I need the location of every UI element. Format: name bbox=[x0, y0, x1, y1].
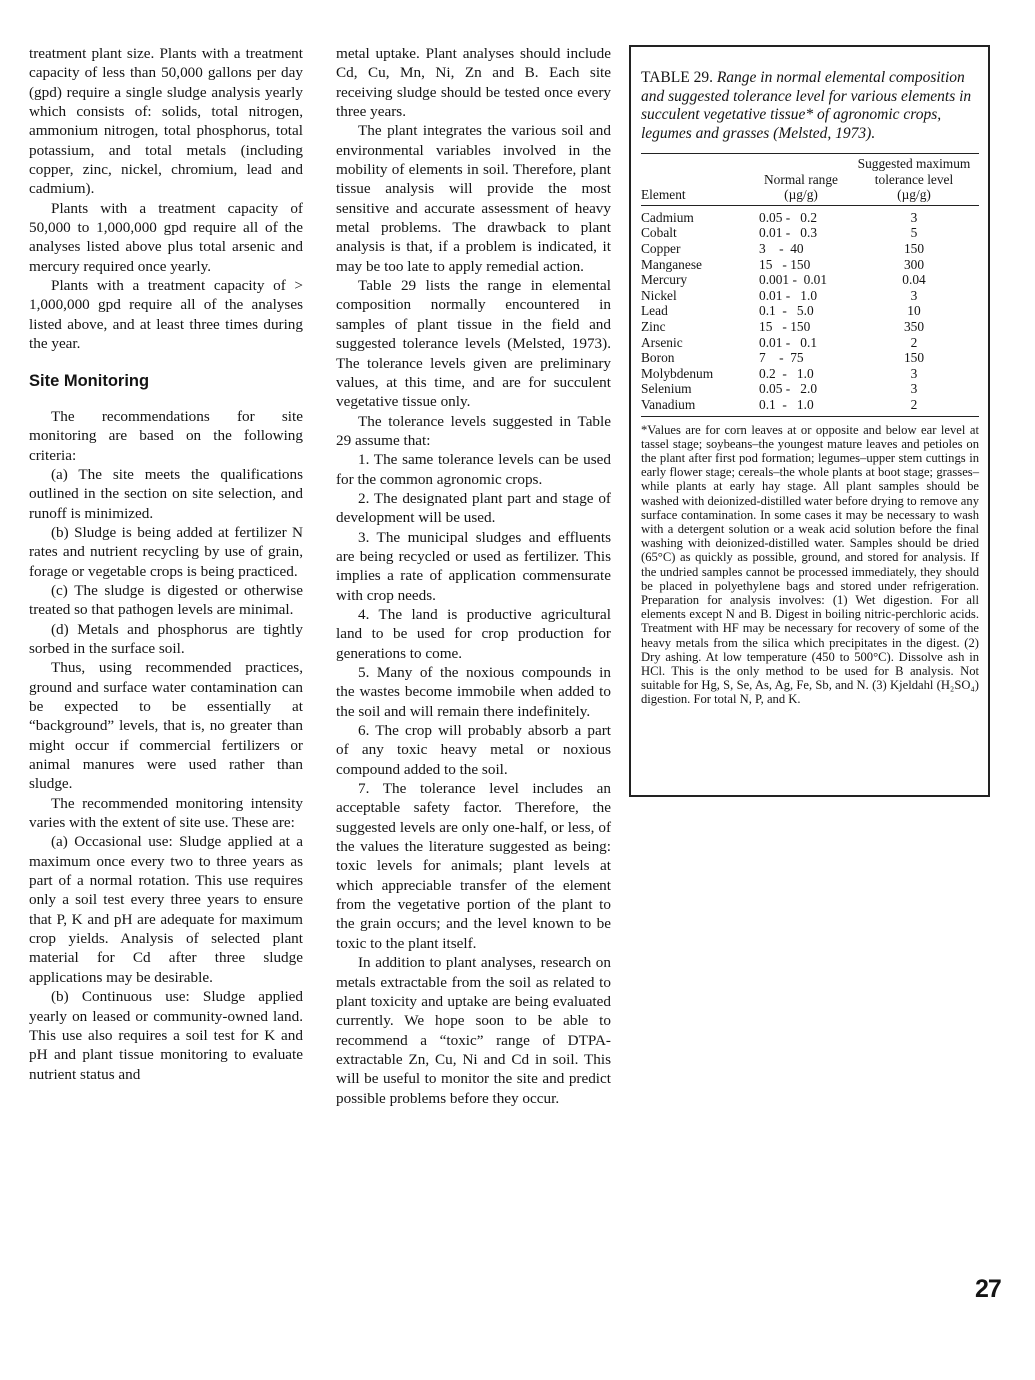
cell-element: Zinc bbox=[641, 318, 666, 334]
cell-tolerance: 3 bbox=[910, 381, 918, 397]
table-description: Range in normal elemental composition and suggested tolerance level for various elements in succulent vegetative tissue* of agronomic crops, legumes and grasses (Melsted, 1973). bbox=[641, 69, 972, 142]
paragraph: treatment plant size. Plants with a treatment capacity of less than 50,000 gallons per day (gpd) require a single sludge analysis yearly which consists of: solids, total nitrogen, ammonium nitrogen, total phosphorus, total potassium, and total metals (including copper, zinc, nickel, chromium, lead and cadmium). bbox=[29, 45, 303, 198]
cell-tolerance: 3 bbox=[910, 287, 918, 303]
cell-tolerance: 3 bbox=[849, 205, 979, 225]
cell-element: Nickel bbox=[641, 287, 677, 303]
cell-normal-range: 3 - 40 bbox=[759, 240, 804, 256]
section-heading: Site Monitoring bbox=[29, 371, 150, 390]
cell-tolerance: 10 bbox=[907, 303, 921, 319]
cell-element: Cadmium bbox=[641, 205, 753, 225]
cell-element: Cobalt bbox=[641, 225, 677, 241]
paragraph: (a) Occasional use: Sludge applied at a maximum once every two to three years as part of a normal rotation. This use requires only a soil test every three years to ensure that P, K and pH are adequate for maximum crop yields. Analysis of selected plant material for Cd after three sludge applications may be desirable. bbox=[29, 833, 303, 986]
cell-normal-range: 15 - 150 bbox=[759, 318, 811, 334]
table-row bbox=[641, 257, 979, 273]
cell-normal-range: 0.001 - 0.01 bbox=[759, 272, 828, 288]
paragraph: The recommended monitoring intensity varies with the extent of site use. These are: bbox=[29, 794, 303, 832]
paragraph: metal uptake. Plant analyses should include Cd, Cu, Mn, Ni, Zn and B. Each site receiving sludge should be tested once every three years. bbox=[336, 45, 611, 121]
list-item: 2. The designated plant part and stage of development will be used. bbox=[336, 489, 611, 527]
header-normal-range-line1: Normal range bbox=[764, 171, 838, 187]
list-item: 5. Many of the noxious compounds in the wastes become immobile when added to the soil and will remain there indefinitely. bbox=[336, 664, 611, 720]
header-tolerance-unit: (µg/g) bbox=[897, 187, 931, 203]
table-row bbox=[641, 350, 979, 366]
cell-element: Vanadium bbox=[641, 397, 753, 416]
cell-element: Selenium bbox=[641, 381, 692, 397]
cell-element: Lead bbox=[641, 303, 668, 319]
cell-element: Mercury bbox=[641, 272, 688, 288]
page-number: 27 bbox=[975, 1275, 1001, 1303]
list-item: 4. The land is productive agricultural land to be used for crop production for generations to come. bbox=[336, 605, 611, 662]
table-footnote: *Values are for corn leaves at or opposite and below ear level at tassel stage; soybeans–the youngest mature leaves and petioles on the plant after first pod formation; legumes–upper stem cuttings in early flower stage; cereals–the whole plants at boot stage; grasses–while plants at early hay stage. All plant samples should be washed with deionized-distilled water before drying to remove any surface contamination. In some cases it may be necessary to wash with a detergent solution or a weak acid solution before the final washing with deionized-distilled water. Samples should be dried (65°C) as quickly as possible, ground, and stored for analysis. If the undried samples cannot be processed immediately, they should be placed in polyethylene bags and stored under refrigeration. Preparation for analysis involves: (1) Wet digestion. For all elements except N and B. Digest in boiling nitric-perchloric acids. Treatment with HF may be necessary for recovery of some of the heavy metals from the silica which precipitates in the digest. (2) Dry ashing. At low temperature (450 to 500°C). Dissolve ash in HCl. This is the only method to be used for B analysis. Not suitable for Hg, S, Se, As, Ag, Fe, Sb, and N. (3) Kjeldahl (H₂SO₄) digestion. For total N, P, and K. bbox=[641, 422, 979, 707]
paragraph: The plant integrates the various soil and environmental variables involved in the mobility of elements in soil. Therefore, plant tissue analysis will provide the most sensitive and accurate assessment of heavy metal problems. The drawback to plant analysis is that, if a problem is indicated, it may be too late to apply remedial action. bbox=[336, 122, 611, 275]
paragraph: Thus, using recommended practices, ground and surface water contamination can be expected to be essentially at “background” levels, that is, no greater than might occur if commercial fertilizers or animal manures were used rather than sludge. bbox=[29, 659, 303, 793]
cell-element: Copper bbox=[641, 240, 681, 256]
table-row bbox=[641, 288, 979, 304]
table-caption bbox=[641, 69, 979, 143]
table-row bbox=[641, 319, 979, 335]
header-tolerance bbox=[849, 154, 979, 206]
table-row bbox=[641, 335, 979, 351]
table-29-box bbox=[629, 45, 990, 797]
paragraph: (b) Continuous use: Sludge applied yearly on leased or community-owned land. This use also requires a soil test for K and pH and plant tissue monitoring to evaluate nutrient status and bbox=[29, 988, 303, 1083]
list-item: 7. The tolerance level includes an acceptable safety factor. Therefore, the suggested levels are only one-half, or less, of the values the literature suggested as being: toxic levels for animals; plant levels at which appreciable transfer of the element from the vegetative portion of the plant to the grain occurs; and the level known to be toxic to the plant itself. bbox=[336, 780, 611, 952]
table-row bbox=[641, 241, 979, 257]
paragraph: (c) The sludge is digested or otherwise treated so that pathogen levels are minimal. bbox=[29, 581, 303, 619]
paragraph: The recommendations for site monitoring are based on the following criteria: bbox=[29, 407, 303, 464]
paragraph: In addition to plant analyses, research on metals extractable from the soil as related to plant toxicity and uptake are being evaluated currently. We hope soon to be able to recommend a “toxic” range of DTPA-extractable Zn, Cu, Ni and Cd in soil. This will be useful to monitor the site and predict possible problems before they occur. bbox=[336, 954, 611, 1107]
table-number: TABLE 29. bbox=[641, 69, 713, 86]
table-row bbox=[641, 397, 979, 416]
paragraph: (d) Metals and phosphorus are tightly sorbed in the surface soil. bbox=[29, 620, 303, 657]
table-row bbox=[641, 205, 979, 225]
cell-tolerance: 3 bbox=[910, 365, 918, 381]
list-item: 3. The municipal sludges and effluents are being recycled or used as fertilizer. This implies a rate of application commensurate with crop needs. bbox=[336, 528, 611, 604]
cell-element: Boron bbox=[641, 350, 675, 366]
cell-normal-range: 0.01 - 1.0 bbox=[759, 287, 818, 303]
paragraph: (b) Sludge is being added at fertilizer N rates and nutrient recycling by use of grain, forage or vegetable crops is being practiced. bbox=[29, 523, 303, 580]
cell-tolerance: 0.04 bbox=[902, 272, 926, 288]
cell-normal-range: 0.05 - 2.0 bbox=[759, 381, 818, 397]
cell-tolerance: 2 bbox=[910, 334, 918, 350]
paragraph: The tolerance levels suggested in Table 29 assume that: bbox=[336, 412, 611, 449]
table-row bbox=[641, 225, 979, 241]
cell-element: Manganese bbox=[641, 256, 702, 272]
header-element: Element bbox=[641, 154, 753, 206]
cell-normal-range: 0.01 - 0.1 bbox=[759, 334, 818, 350]
header-normal-range-unit: (µg/g) bbox=[784, 187, 818, 203]
cell-normal-range: 0.1 - 1.0 bbox=[753, 397, 849, 416]
middle-column bbox=[336, 44, 611, 1108]
cell-normal-range: 7 - 75 bbox=[759, 350, 804, 366]
cell-tolerance: 2 bbox=[849, 397, 979, 416]
left-column bbox=[29, 44, 303, 1084]
table-row bbox=[641, 303, 979, 319]
header-tolerance-line1: Suggested maximum bbox=[857, 156, 971, 171]
list-item: 1. The same tolerance levels can be used for the common agronomic crops. bbox=[336, 451, 611, 488]
header-normal-range bbox=[753, 154, 849, 206]
cell-tolerance: 5 bbox=[910, 225, 918, 241]
paragraph: Table 29 lists the range in elemental composition normally encountered in samples of plant tissue in the field and suggested tolerance levels (Melsted, 1973). The tolerance levels given are preliminary values, at this time, and are for succulent vegetative tissue only. bbox=[336, 277, 611, 411]
cell-normal-range: 0.1 - 5.0 bbox=[759, 303, 814, 319]
paragraph: (a) The site meets the qualifications outlined in the section on site selection, and runoff is minimized. bbox=[29, 465, 303, 522]
table-row bbox=[641, 366, 979, 382]
paragraph: Plants with a treatment capacity of 50,000 to 1,000,000 gpd require all of the analyses listed above plus total arsenic and mercury required once yearly. bbox=[29, 199, 303, 275]
header-tolerance-line2: tolerance level bbox=[874, 171, 954, 187]
cell-tolerance: 350 bbox=[903, 318, 925, 334]
cell-normal-range: 15 - 150 bbox=[759, 256, 811, 272]
cell-element: Molybdenum bbox=[641, 365, 714, 381]
cell-normal-range: 0.2 - 1.0 bbox=[759, 365, 814, 381]
list-item: 6. The crop will probably absorb a part of any toxic heavy metal or noxious compound added to the soil. bbox=[336, 722, 611, 778]
cell-normal-range: 0.01 - 0.3 bbox=[759, 225, 818, 241]
cell-tolerance: 300 bbox=[903, 256, 925, 272]
tolerance-table bbox=[641, 153, 979, 417]
table-row bbox=[641, 272, 979, 288]
cell-tolerance: 150 bbox=[903, 350, 925, 366]
cell-element: Arsenic bbox=[641, 334, 683, 350]
cell-normal-range: 0.05 - 0.2 bbox=[753, 205, 849, 225]
paragraph: Plants with a treatment capacity of > 1,000,000 gpd require all of the analyses listed above, and at least three times during the year. bbox=[29, 277, 303, 353]
table-row bbox=[641, 381, 979, 397]
cell-tolerance: 150 bbox=[903, 240, 925, 256]
